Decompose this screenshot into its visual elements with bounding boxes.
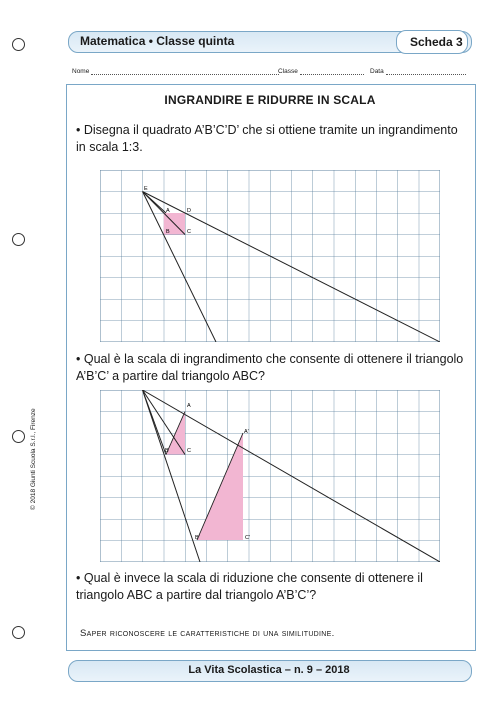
grid-1 xyxy=(100,170,440,342)
binder-hole-3 xyxy=(12,430,25,443)
binder-hole-2 xyxy=(12,233,25,246)
question-3: • Qual è invece la scala di riduzione che consente di ottenere il triangolo ABC a partire dal triangolo A’B’C’? xyxy=(76,571,423,602)
label-B: B xyxy=(166,229,170,235)
date-field[interactable] xyxy=(370,68,466,75)
class-label: Classe xyxy=(278,68,298,75)
label-A2: A xyxy=(187,403,191,409)
label-E: E xyxy=(144,186,148,192)
label-C: C xyxy=(187,229,191,235)
label-A: A xyxy=(166,208,170,214)
page-title: INGRANDIRE E RIDURRE IN SCALA xyxy=(164,93,376,107)
footer-text: La Vita Scolastica – n. 9 – 2018 xyxy=(188,664,350,676)
binder-hole-4 xyxy=(12,626,25,639)
class-field[interactable] xyxy=(278,68,364,75)
label-D: D xyxy=(187,208,191,214)
name-label: Nome xyxy=(72,68,90,75)
question-2: • Qual è la scala di ingrandimento che consente di ottenere il triangolo A’B’C’ a partire dal triangolo ABC? xyxy=(76,352,464,383)
date-label: Data xyxy=(370,68,384,75)
label-C1: C' xyxy=(245,535,251,541)
copyright: © 2018 Giunti Scuola S.r.l., Firenze xyxy=(30,408,37,510)
label-B2: B xyxy=(165,448,169,454)
grid-2 xyxy=(100,390,440,562)
label-C2: C xyxy=(187,448,191,454)
label-B1: B' xyxy=(195,535,200,541)
header-subject: Matematica • Classe quinta xyxy=(80,34,235,48)
sheet-number: Scheda 3 xyxy=(410,35,463,49)
question-1: • Disegna il quadrato A’B’C’D’ che si ottiene tramite un ingrandimento in scala 1:3. xyxy=(76,123,458,154)
name-field[interactable] xyxy=(72,68,279,75)
label-A1: A' xyxy=(244,429,249,435)
learning-objective: Saper riconoscere le caratteristiche di una similitudine. xyxy=(80,628,335,639)
binder-hole-1 xyxy=(12,38,25,51)
